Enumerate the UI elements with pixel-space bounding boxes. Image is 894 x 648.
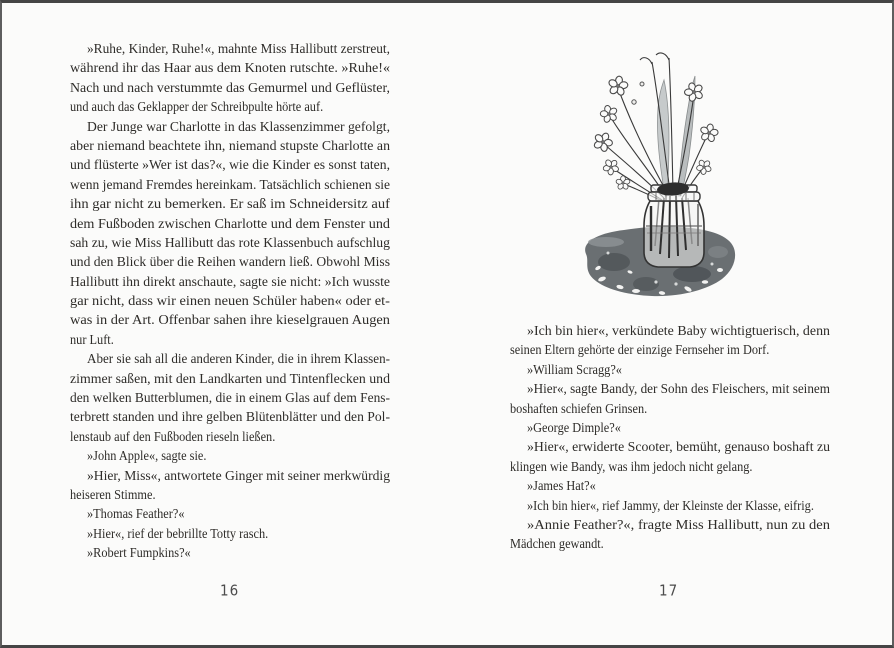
text-line: aber niemand beachtete ihn, niemand stupste Charlotte an: [70, 138, 390, 154]
text-line: terbrett standen und ihre gelben Blütenblätter und den Pol-: [70, 410, 390, 426]
text-line: was in der Art. Offenbar sahen ihre kieselgrauen Augen: [70, 313, 390, 329]
text-line: nur Luft.: [70, 332, 114, 348]
text-line: und auch das Geklapper der Schreibpulte hörte auf.: [70, 100, 324, 116]
flower-heads: [590, 74, 720, 190]
text-line: »Hier«, sagte Bandy, der Sohn des Fleischers, mit seinem: [527, 382, 830, 398]
text-line: und flüsterte »Wer ist das?«, wie die Kinder es sonst taten,: [70, 158, 390, 174]
text-line: lenstaub auf den Fußboden rieseln ließen.: [70, 429, 276, 445]
text-line: zimmer saßen, mit den Landkarten und Tintenflecken und: [70, 371, 390, 387]
text-column-page-16: [70, 40, 390, 564]
text-line: wenn jemand Fremdes hereinkam. Tatsächlich schienen sie: [70, 177, 390, 193]
text-line: Mädchen gewandt.: [510, 537, 604, 553]
text-line: Der Junge war Charlotte in das Klassenzimmer gefolgt,: [87, 119, 390, 135]
text-line: »James Hat?«: [527, 479, 596, 495]
text-line: »Ruhe, Kinder, Ruhe!«, mahnte Miss Hallibutt zerstreut,: [87, 42, 390, 57]
flower-jar-illustration: [572, 46, 772, 318]
text-line: »Hier«, erwiderte Scooter, bemüht, genauso boshaft zu: [527, 440, 830, 456]
page-number-17: 17: [659, 582, 679, 600]
text-line: boshaften schiefen Grinsen.: [510, 401, 648, 417]
glass-jar: [644, 201, 704, 267]
text-line: »Ich bin hier«, verkündete Baby wichtigtuerisch, denn: [527, 324, 830, 339]
text-line: dem Fußboden zwischen Charlotte und dem Fenster und: [70, 216, 390, 232]
text-line: »William Scragg?«: [527, 362, 622, 378]
text-line: Hallibutt ihn direkt anschaute, sagte sie nicht: »Ich wusste: [70, 274, 390, 290]
text-line: »Thomas Feather?«: [87, 507, 185, 523]
text-line: Nach und nach verstummte das Gemurmel und Geflüster,: [70, 80, 390, 96]
text-line: Aber sie sah all die anderen Kinder, die in ihrem Klassen-: [87, 352, 390, 368]
text-line: »John Apple«, sagte sie.: [87, 449, 207, 465]
text-line: und den Blick über die Reihen wandern ließ. Obwohl Miss: [70, 255, 390, 271]
text-line: heiseren Stimme.: [70, 487, 156, 503]
text-line: seinen Eltern gehörte der einzige Fernseher im Dorf.: [510, 343, 770, 359]
text-line: während ihr das Haar aus dem Knoten rutschte. »Ruhe!«: [70, 61, 390, 77]
text-line: sah zu, wie Miss Hallibutt das rote Klassenbuch aufschlug: [70, 235, 390, 251]
text-line: klingen wie Bandy, was ihm jedoch nicht gelang.: [510, 459, 753, 475]
text-line: »George Dimple?«: [527, 420, 621, 436]
page-number-16: 16: [220, 582, 240, 600]
text-line: »Hier, Miss«, antwortete Ginger mit seiner merkwürdig: [87, 468, 390, 484]
text-column-page-17: [510, 322, 830, 555]
text-line: »Ich bin hier«, rief Jammy, der Kleinste der Klasse, eifrig.: [527, 498, 814, 514]
text-line: »Robert Fumpkins?«: [87, 546, 191, 562]
text-line: den welken Butterblumen, die in einem Glas auf dem Fens-: [70, 391, 390, 407]
text-line: »Annie Feather?«, fragte Miss Hallibutt, nun zu den: [527, 517, 830, 533]
text-line: gar nicht, dass wir einen neuen Schüler haben« oder et-: [70, 294, 390, 310]
text-line: »Hier«, rief der bebrillte Totty rasch.: [87, 526, 269, 542]
text-line: ihn gar nicht zu bemerken. Er saß im Schneidersitz auf: [70, 197, 390, 213]
